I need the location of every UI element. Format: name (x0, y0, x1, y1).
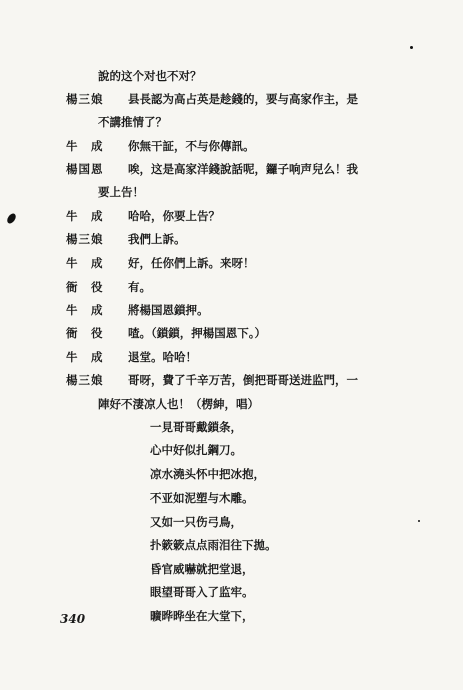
ink-dot (418, 520, 420, 522)
dialog-text: 退堂。哈哈！ (128, 350, 197, 364)
dialog-text: 你無干証，不与你傳訊。 (128, 139, 255, 153)
dialog-text: 不講推情了？ (98, 115, 167, 129)
speaker-name: 衙 役 (66, 326, 104, 340)
dialog-text: 有。 (128, 280, 151, 294)
dialog-text: 將楊国恩鎖押。 (128, 303, 209, 317)
speaker-name: 牛 成 (66, 209, 104, 223)
verse-line: 眼望哥哥入了监牢。 (150, 585, 254, 599)
speaker-name: 牛 成 (66, 139, 104, 153)
verse-line: 昏官威嚇就把堂退， (150, 562, 254, 576)
dialog-text: 好，任你們上訴。来呀！ (128, 256, 255, 270)
ink-dot (410, 46, 413, 49)
speaker-name: 楊三娘 (66, 232, 104, 246)
verse-line: 一見哥哥戴鎖条， (150, 420, 242, 434)
speaker-name: 衙 役 (66, 280, 104, 294)
dialog-text: 唉，这是高家洋錢說話呢，鑼子响声兒么！我 (128, 162, 358, 176)
verse-line: 心中好似扎鋼刀。 (150, 443, 242, 457)
dialog-text: 喳。（鎖鎖，押楊国恩下。） (128, 326, 266, 340)
dialog-text: 要上告！ (98, 185, 144, 199)
speaker-name: 楊国恩 (66, 162, 104, 176)
verse-line: 又如一只伤弓鳥， (150, 515, 242, 529)
speaker-name: 楊三娘 (66, 373, 104, 387)
speaker-name: 牛 成 (66, 350, 104, 364)
dialog-text: 陣好不淒凉人也！（楞紳，唱） (98, 397, 259, 411)
dialog-text: 說的这个对也不对？ (98, 69, 202, 83)
verse-line: 凉水澆头怀中把冰抱， (150, 467, 265, 481)
dialog-text: 我們上訴。 (128, 232, 186, 246)
verse-line: 扑簌簌点点雨泪往下拋。 (150, 538, 277, 552)
dialog-text: 县長認为高占英是趁錢的，要与高家作主，是 (128, 92, 358, 106)
speaker-name: 牛 成 (66, 256, 104, 270)
speaker-name: 牛 成 (66, 303, 104, 317)
dialog-text: 哥呀，費了千辛万苦，倒把哥哥送进监門，一 (128, 373, 358, 387)
verse-line: 不亚如泥塑与木雕。 (150, 491, 254, 505)
speaker-name: 楊三娘 (66, 92, 104, 106)
dialog-text: 哈哈，你要上告？ (128, 209, 220, 223)
verse-line: 曠晔晔坐在大堂下， (150, 609, 254, 623)
page-number: 340 (60, 612, 86, 626)
